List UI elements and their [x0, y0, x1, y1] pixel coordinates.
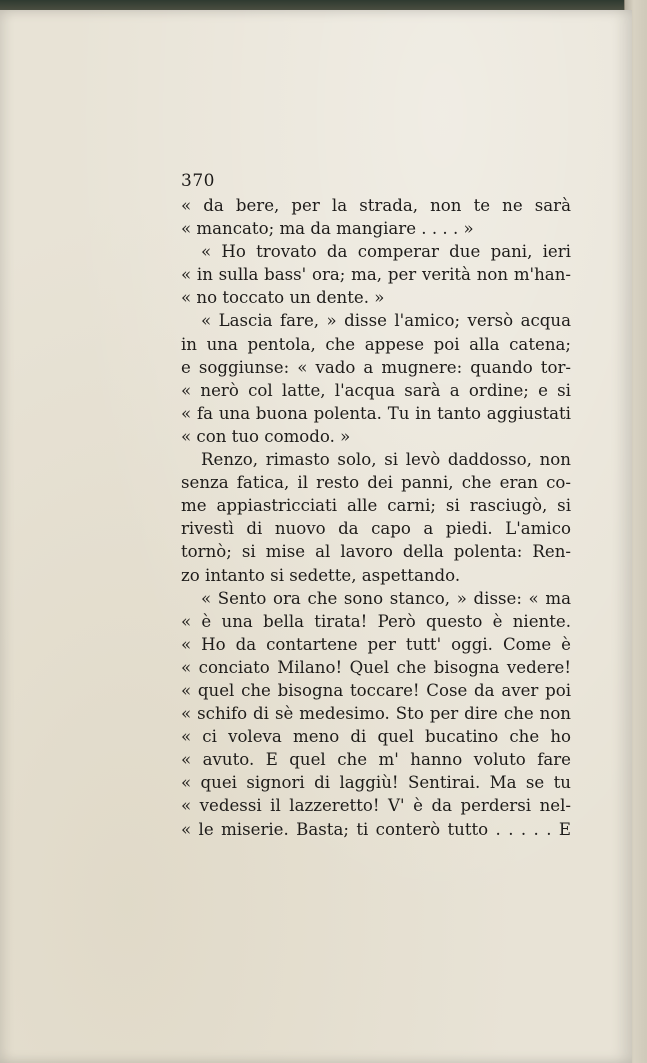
text-line: « con tuo comodo. » — [181, 426, 351, 446]
text-line: « quei signori di laggiù! Sentirai. Ma se tu — [181, 773, 571, 793]
text-line: « Ho trovato da comperar due pani, ieri — [201, 242, 571, 262]
text-line: zo intanto si sedette, aspettando. — [181, 565, 461, 585]
text-line: tornò; si mise al lavoro della polenta: Ren- — [181, 542, 571, 562]
text-line: « quel che bisogna toccare! Cose da aver poi — [181, 680, 571, 700]
text-line: « fa una buona polenta. Tu in tanto aggiustati — [181, 403, 571, 423]
text-line: « le miserie. Basta; ti conterò tutto . . . . . E — [181, 819, 571, 839]
text-line: « Ho da contartene per tutt' oggi. Come è — [181, 634, 571, 654]
text-line: senza fatica, il resto dei panni, che eran co- — [181, 473, 571, 493]
text-line: « vedessi il lazzeretto! V' è da perdersi nel- — [181, 796, 571, 816]
text-line: rivestì di nuovo da capo a piedi. L'amico — [181, 519, 571, 539]
text-line: « da bere, per la strada, non te ne sarà — [181, 196, 571, 215]
text-line: Renzo, rimasto solo, si levò daddosso, non — [201, 450, 571, 470]
text-line: « schifo di sè medesimo. Sto per dire che non — [181, 704, 571, 724]
text-line: « in sulla bass' ora; ma, per verità non m'han- — [181, 265, 571, 285]
text-line: « no toccato un dente. » — [181, 288, 385, 308]
text-line: e soggiunse: « vado a mugnere: quando tor- — [181, 357, 571, 377]
text-block — [181, 168, 571, 841]
text-line: me appiastricciati alle carni; si rasciugò, si — [181, 496, 571, 516]
text-line: « mancato; ma da mangiare . . . . » — [181, 219, 474, 239]
text-lines — [181, 194, 571, 841]
text-line: « conciato Milano! Quel che bisogna vedere! — [181, 657, 571, 677]
text-line: « Sento ora che sono stanco, » disse: « ma — [201, 588, 571, 608]
text-line: « è una bella tirata! Però questo è niente. — [181, 611, 571, 631]
text-line: « nerò col latte, l'acqua sarà a ordine; e si — [181, 380, 571, 400]
book-page — [0, 10, 632, 1063]
text-line: « ci voleva meno di quel bucatino che ho — [181, 727, 571, 747]
text-line: « avuto. E quel che m' hanno voluto fare — [181, 750, 571, 770]
text-line: in una pentola, che appese poi alla catena; — [181, 334, 571, 354]
text-line: « Lascia fare, » disse l'amico; versò acqua — [201, 311, 571, 331]
page-number: 370 — [181, 171, 215, 191]
